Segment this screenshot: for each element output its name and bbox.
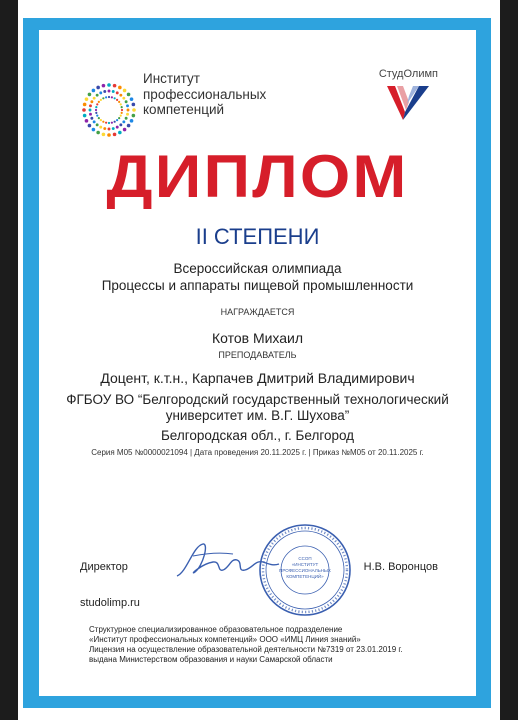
university-name <box>39 392 476 424</box>
olympiad-line: Процессы и аппараты пищевой промышленности <box>101 278 414 293</box>
teacher-label: ПРЕПОДАВАТЕЛЬ <box>218 350 297 360</box>
svg-text:«ИНСТИТУТ: «ИНСТИТУТ <box>291 562 319 567</box>
sunburst-dots-icon <box>79 80 139 145</box>
footer-line: Лицензия на осуществление образовательной деятельности №7319 от 23.01.2019 г. <box>89 645 403 654</box>
footer-line: выдана Министерством образования и науки Самарской области <box>89 655 333 664</box>
checkmark-flag-icon <box>385 82 431 133</box>
org-name <box>143 71 303 118</box>
university-line: ФГБОУ ВО “Белгородский государственный технологический <box>66 392 449 407</box>
footer-line: «Институт профессиональных компетенций» ООО «ИМЦ Линия знаний» <box>89 635 361 644</box>
svg-text:ПРОФЕССИОНАЛЬНЫХ: ПРОФЕССИОНАЛЬНЫХ <box>279 568 331 573</box>
diploma-degree: II СТЕПЕНИ <box>195 224 320 249</box>
director-name: Н.В. Воронцов <box>363 561 438 573</box>
website-link[interactable]: studolimp.ru <box>80 597 140 609</box>
winner-name: Котов Михаил <box>211 330 304 346</box>
olympiad-line: Всероссийская олимпиада <box>173 261 342 276</box>
official-stamp <box>257 522 353 623</box>
director-label: Директор <box>80 561 128 573</box>
org-name-line: профессиональных <box>143 86 267 102</box>
teacher-name: Доцент, к.т.н., Карпачев Дмитрий Владимирович <box>100 370 415 386</box>
diploma-page <box>39 30 476 696</box>
region: Белгородская обл., г. Белгород <box>160 428 355 443</box>
series-info: Серия М05 №0000021094 | Дата проведения 20.11.2025 г. | Приказ №М05 от 20.11.2025 г. <box>91 448 424 457</box>
footer-license <box>89 625 439 665</box>
award-label: НАГРАЖДАЕТСЯ <box>220 307 295 317</box>
university-line: университет им. В.Г. Шухова” <box>165 408 350 423</box>
diploma-title: ДИПЛОМ <box>106 143 409 210</box>
olympiad-name <box>39 260 476 294</box>
org-name-line: Институт <box>143 71 200 86</box>
svg-text:КОМПЕТЕНЦИЙ»: КОМПЕТЕНЦИЙ» <box>286 574 324 579</box>
org-name-line: компетенций <box>143 102 225 117</box>
footer-line: Структурное специализированное образовательное подразделение <box>89 625 343 634</box>
svg-text:ССОП: ССОП <box>298 556 312 561</box>
partner-name: СтудОлимп <box>378 68 438 80</box>
